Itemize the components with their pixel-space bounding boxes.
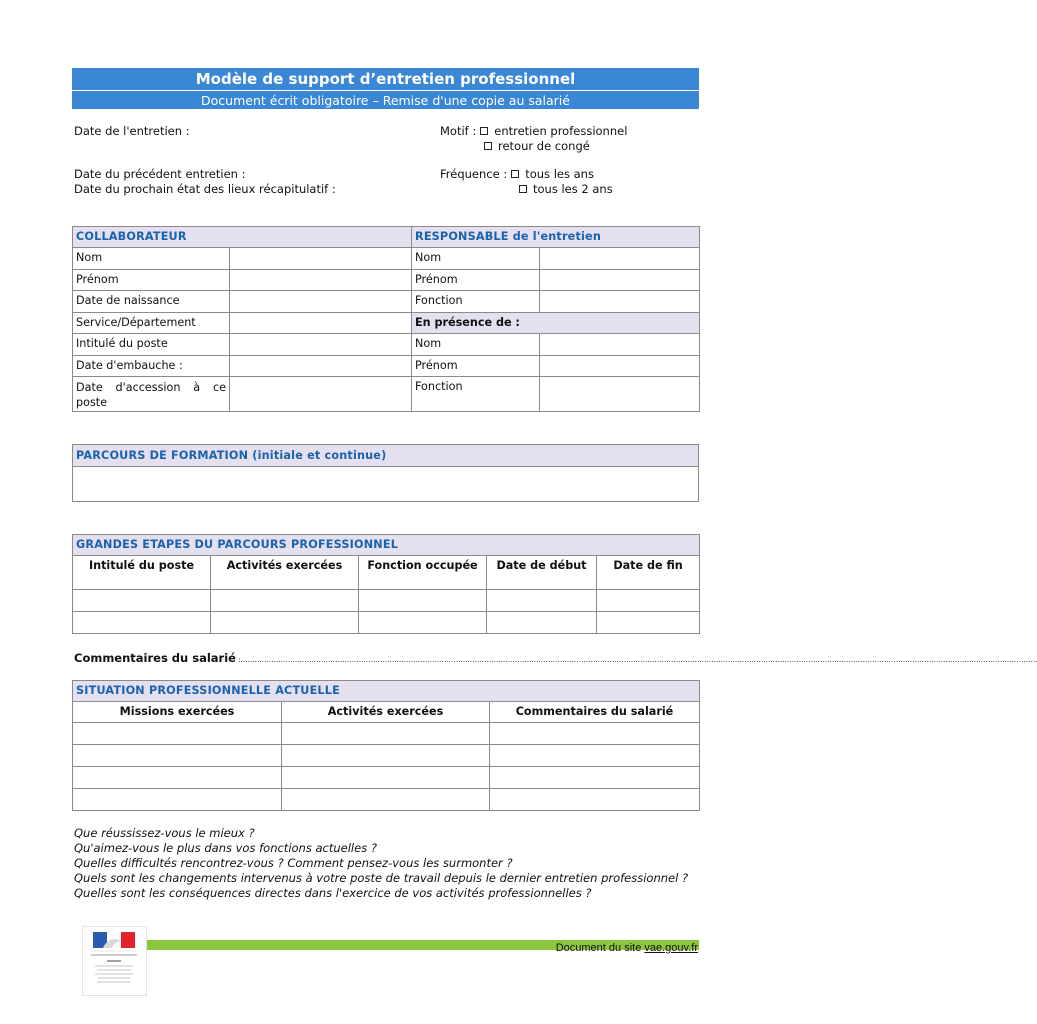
- resp-input-prenom[interactable]: [540, 270, 700, 291]
- situation-cell[interactable]: [490, 767, 700, 789]
- etapes-cell[interactable]: [597, 612, 700, 634]
- commentaires-dots[interactable]: :………………………………………………………………………………………………………………………………………………………………………………………………………………………………………………………………………………………………………….: [235, 655, 1037, 664]
- date-prochain-label: Date du prochain état des lieux récapitulatif :: [74, 182, 336, 196]
- collab-label-prenom: Prénom: [73, 270, 230, 291]
- etapes-cell[interactable]: [597, 590, 700, 612]
- presence-label-fonction: Fonction: [412, 377, 540, 412]
- motif-option-entretien: entretien professionnel: [494, 124, 628, 138]
- collab-label-nom: Nom: [73, 248, 230, 270]
- resp-label-prenom: Prénom: [412, 270, 540, 291]
- question: Quelles difficultés rencontrez-vous ? Comment pensez-vous les surmonter ?: [74, 856, 513, 870]
- etapes-row: [73, 590, 700, 612]
- formation-input[interactable]: [73, 467, 699, 502]
- etapes-cell[interactable]: [211, 590, 359, 612]
- situation-cell[interactable]: [282, 789, 490, 811]
- collaborateur-responsable-table: [72, 226, 700, 412]
- etapes-cell[interactable]: [487, 612, 597, 634]
- situation-heading: SITUATION PROFESSIONNELLE ACTUELLE: [73, 681, 700, 702]
- situation-cell[interactable]: [73, 789, 282, 811]
- question: Quelles sont les conséquences directes dans l'exercice de vos activités professionnelles ?: [74, 886, 592, 900]
- etapes-cell[interactable]: [73, 590, 211, 612]
- motif-row-1: [440, 124, 627, 138]
- situation-cell[interactable]: [73, 767, 282, 789]
- collab-input-service[interactable]: [230, 313, 412, 334]
- collab-label-intitule: Intitulé du poste: [73, 334, 230, 356]
- date-entretien-label: Date de l'entretien :: [74, 124, 190, 138]
- collab-input-nom[interactable]: [230, 248, 412, 270]
- formation-heading: PARCOURS DE FORMATION (initiale et continue): [73, 445, 699, 467]
- resp-label-nom: Nom: [412, 248, 540, 270]
- collab-label-service: Service/Département: [73, 313, 230, 334]
- presence-label-prenom: Prénom: [412, 356, 540, 377]
- collab-input-accession[interactable]: [230, 377, 412, 412]
- frequence-option-1: tous les ans: [525, 167, 594, 181]
- etapes-col-debut: Date de début: [487, 556, 597, 590]
- frequence-label: Fréquence :: [440, 167, 508, 181]
- situation-col-missions: Missions exercées: [73, 702, 282, 723]
- etapes-col-fonction: Fonction occupée: [359, 556, 487, 590]
- situation-cell[interactable]: [490, 745, 700, 767]
- checkbox-tous-les-ans[interactable]: [511, 170, 519, 178]
- marianne-flag-icon: [83, 927, 146, 995]
- etapes-heading: GRANDES ETAPES DU PARCOURS PROFESSIONNEL: [73, 535, 700, 556]
- frequence-option-2: tous les 2 ans: [533, 182, 613, 196]
- motif-option-retour: retour de congé: [498, 139, 590, 153]
- footer-label: Document du site: [555, 942, 642, 954]
- situation-col-activites: Activités exercées: [282, 702, 490, 723]
- document-subtitle: Document écrit obligatoire – Remise d'une copie au salarié: [72, 90, 699, 109]
- formation-table: [72, 444, 699, 502]
- checkbox-entretien-professionnel[interactable]: [480, 127, 488, 135]
- situation-cell[interactable]: [490, 789, 700, 811]
- etapes-col-activites: Activités exercées: [211, 556, 359, 590]
- document-title: Modèle de support d’entretien professionnel: [72, 68, 699, 90]
- collab-input-prenom[interactable]: [230, 270, 412, 291]
- situation-cell[interactable]: [282, 745, 490, 767]
- etapes-cell[interactable]: [359, 590, 487, 612]
- etapes-col-fin: Date de fin: [597, 556, 700, 590]
- collaborateur-heading: COLLABORATEUR: [73, 227, 412, 248]
- motif-label: Motif :: [440, 124, 477, 138]
- situation-cell[interactable]: [73, 745, 282, 767]
- presence-input-prenom[interactable]: [540, 356, 700, 377]
- situation-row: [73, 723, 700, 745]
- situation-cell[interactable]: [282, 767, 490, 789]
- etapes-col-intitule: Intitulé du poste: [73, 556, 211, 590]
- presence-input-fonction[interactable]: [540, 377, 700, 412]
- responsable-heading: RESPONSABLE de l'entretien: [412, 227, 700, 248]
- situation-cell[interactable]: [282, 723, 490, 745]
- question: Quels sont les changements intervenus à votre poste de travail depuis le dernier entretien professionnel ?: [74, 871, 689, 885]
- ministry-logo: [82, 926, 147, 996]
- situation-cell[interactable]: [73, 723, 282, 745]
- commentaires-label: Commentaires du salarié: [74, 651, 236, 665]
- motif-row-2: [480, 139, 590, 153]
- collab-input-intitule[interactable]: [230, 334, 412, 356]
- resp-label-fonction: Fonction: [412, 291, 540, 313]
- collab-label-embauche: Date d'embauche :: [73, 356, 230, 377]
- etapes-cell[interactable]: [487, 590, 597, 612]
- date-precedent-label: Date du précédent entretien :: [74, 167, 246, 181]
- collab-input-naissance[interactable]: [230, 291, 412, 313]
- resp-input-nom[interactable]: [540, 248, 700, 270]
- situation-row: [73, 767, 700, 789]
- footer-source: [556, 942, 698, 954]
- collab-label-accession: Date d'accession à ce poste: [73, 377, 230, 412]
- situation-cell[interactable]: [490, 723, 700, 745]
- presence-input-nom[interactable]: [540, 334, 700, 356]
- footer-link[interactable]: vae.gouv.fr: [644, 942, 698, 954]
- question: Que réussissez-vous le mieux ?: [74, 826, 255, 840]
- collab-label-naissance: Date de naissance: [73, 291, 230, 313]
- situation-row: [73, 789, 700, 811]
- situation-table: [72, 680, 700, 811]
- checkbox-tous-les-2-ans[interactable]: [519, 185, 527, 193]
- situation-col-commentaires: Commentaires du salarié: [490, 702, 700, 723]
- etapes-table: [72, 534, 700, 634]
- etapes-cell[interactable]: [73, 612, 211, 634]
- guidance-questions: [74, 826, 698, 901]
- frequence-row-1: [440, 167, 594, 181]
- etapes-row: [73, 612, 700, 634]
- resp-input-fonction[interactable]: [540, 291, 700, 313]
- frequence-row-2: [515, 182, 613, 196]
- etapes-cell[interactable]: [359, 612, 487, 634]
- document-banner: [72, 68, 699, 109]
- presence-heading: En présence de :: [412, 313, 700, 334]
- presence-label-nom: Nom: [412, 334, 540, 356]
- collab-input-embauche[interactable]: [230, 356, 412, 377]
- commentaires-line: [74, 651, 1037, 665]
- etapes-cell[interactable]: [211, 612, 359, 634]
- question: Qu'aimez-vous le plus dans vos fonctions actuelles ?: [74, 841, 377, 855]
- situation-row: [73, 745, 700, 767]
- checkbox-retour-conge[interactable]: [484, 142, 492, 150]
